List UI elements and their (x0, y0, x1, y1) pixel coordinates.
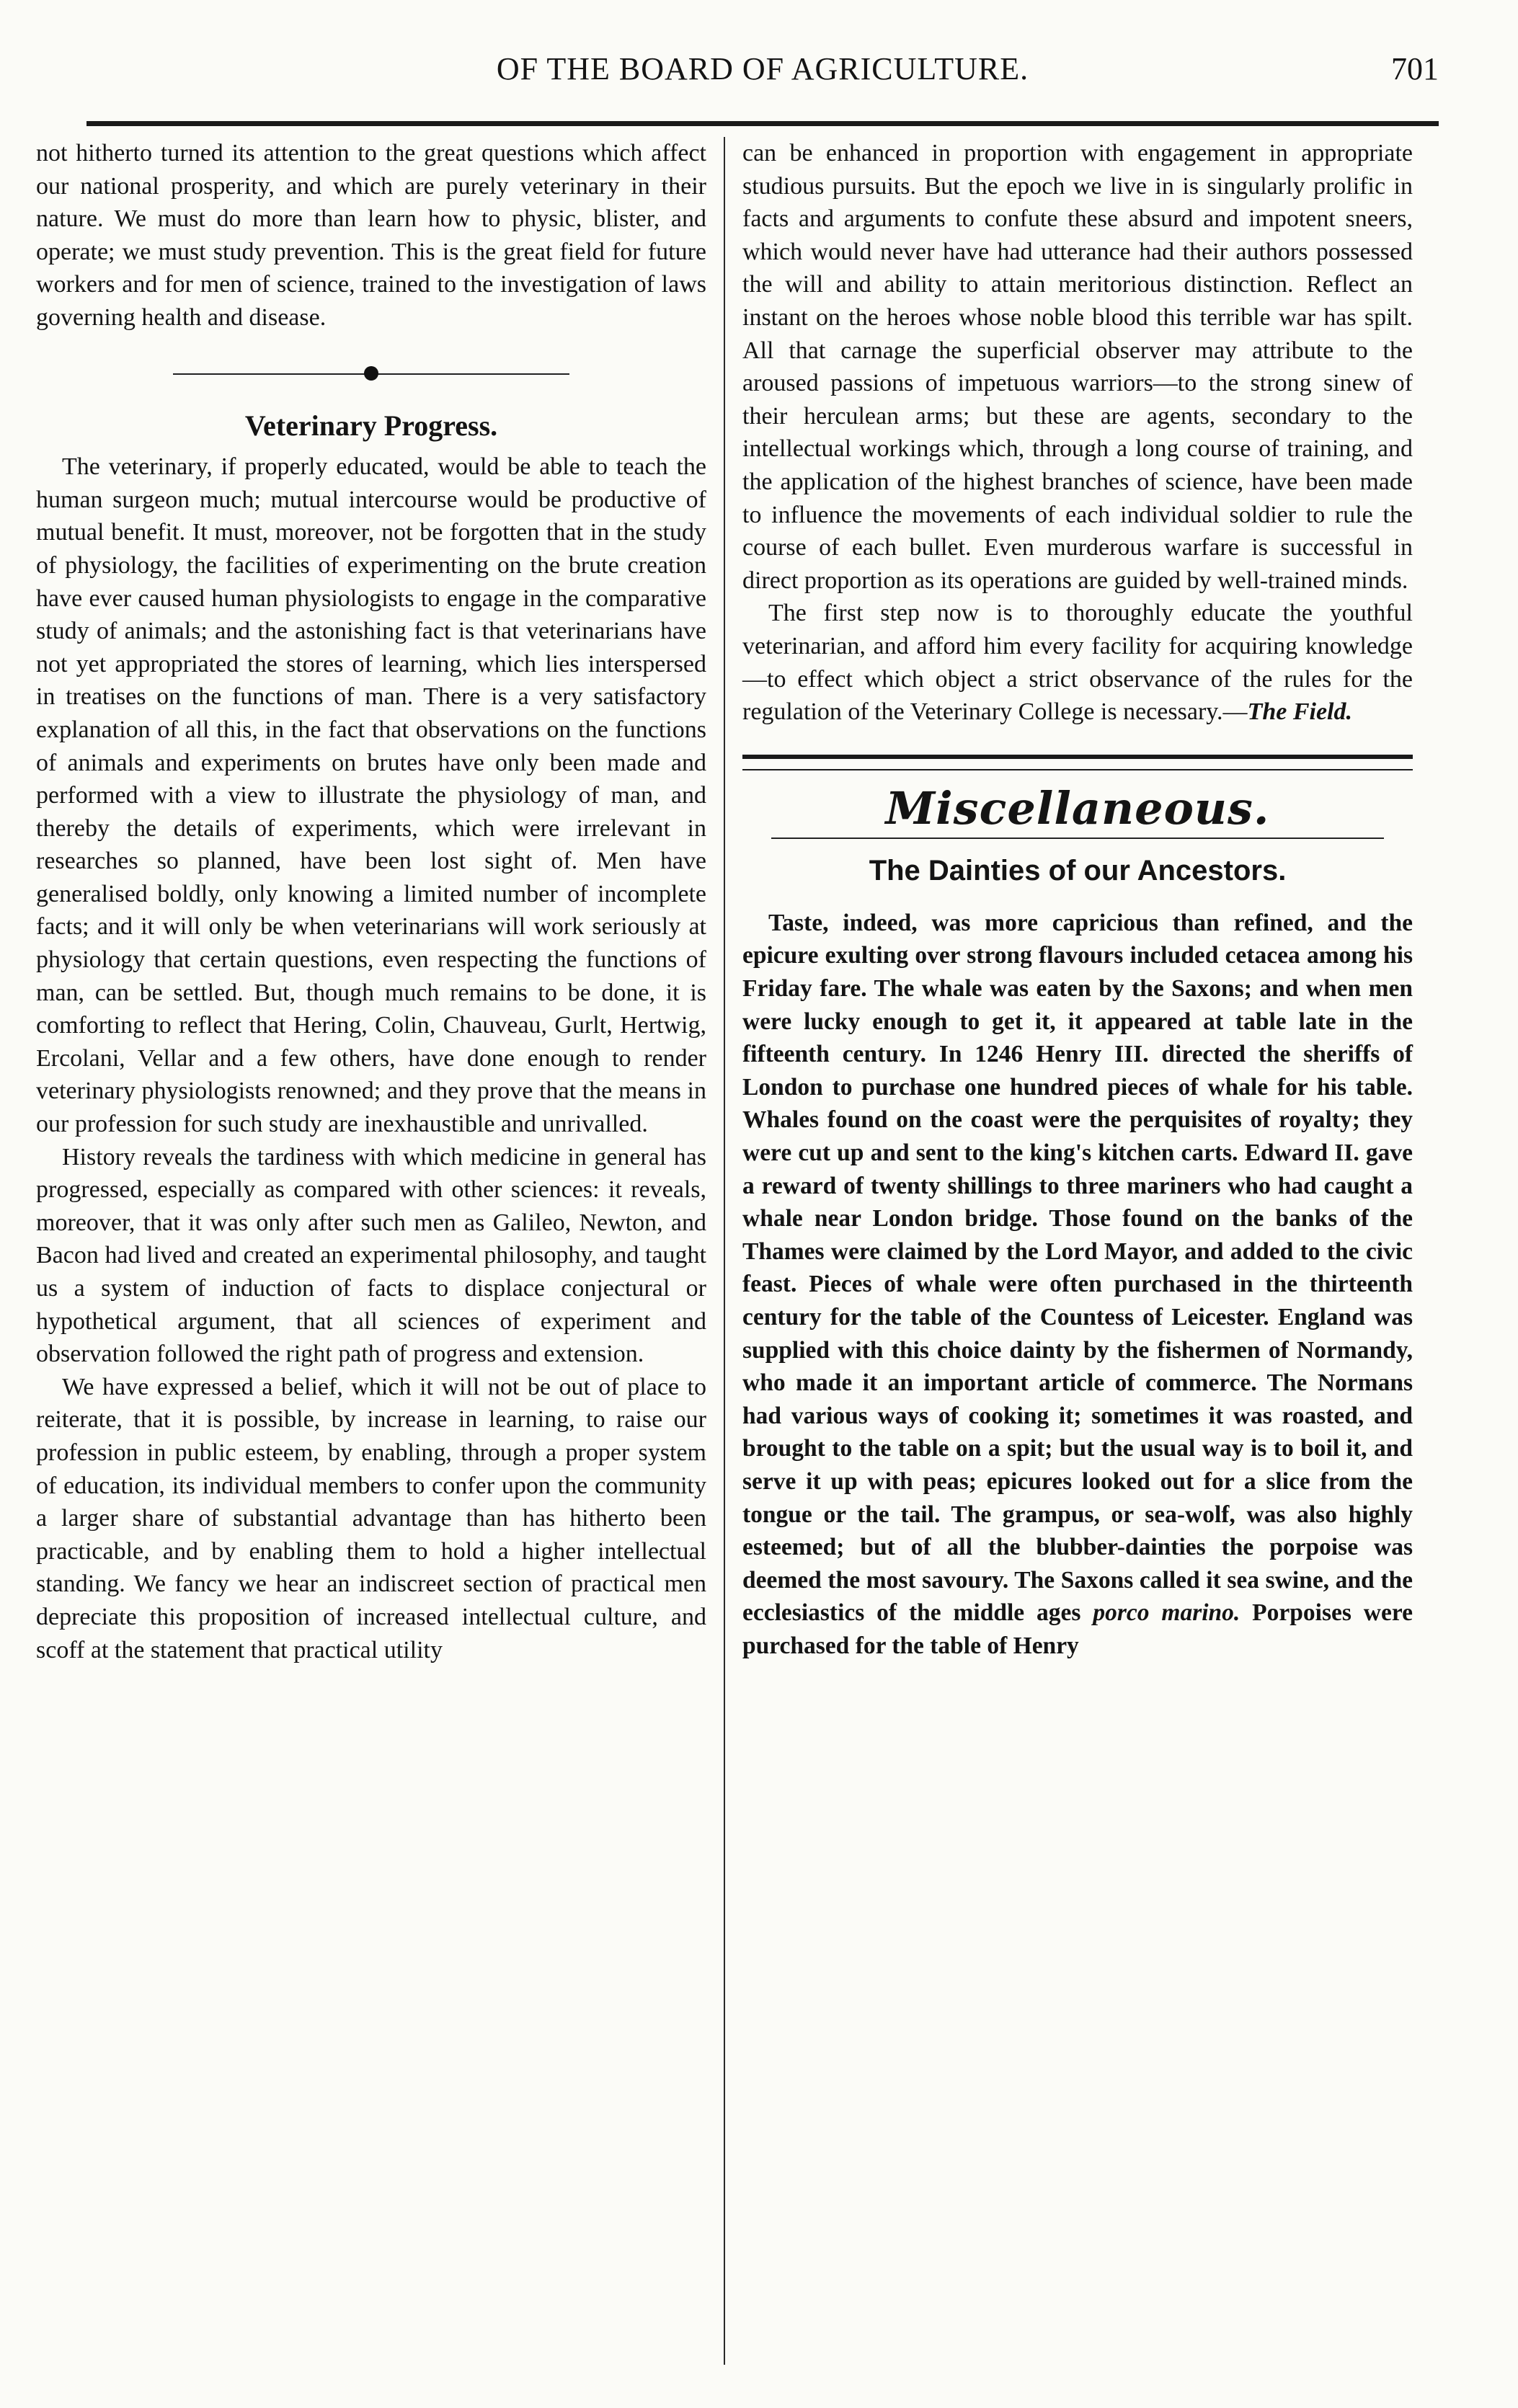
miscellaneous-heading: Miscellaneous. (885, 781, 1270, 835)
heading-rule (771, 838, 1384, 839)
column-divider (724, 137, 725, 2365)
article-title: The Dainties of our Ancestors. (869, 855, 1287, 887)
continued-paragraph: not hitherto turned its attention to the great questions which affect our national prosperity, and which are purely veterinary in their nature. We must do more than learn how to physic, blister, and operate; we must study prevention. This is the great field for future workers and for men of science, trained to the investigation of laws governing health and disease. (36, 140, 706, 331)
running-title: OF THE BOARD OF AGRICULTURE. (496, 51, 1029, 86)
article-paragraph (742, 907, 1413, 1663)
section-heading-veterinary-progress: Veterinary Progress. (244, 409, 498, 442)
italic-phrase: porco marino. (1093, 1599, 1240, 1627)
article-paragraph: We have expressed a belief, which it will not be out of place to reiterate, that it is possible, by increase in learning, to raise our profession in public esteem, by enabling, through a proper system of education, its individual members to confer upon the community a larger share of substantial advantage than has hitherto been practicable, and by enabling them to hold a higher intellectual standing. We fancy we hear an indiscreet section of practical men depreciate this proposition of increased intellectual culture, and scoff at the statement that practical utility (36, 1373, 706, 1663)
article-paragraph: History reveals the tardiness with which medicine in general has progressed, especially as compared with other sciences: it reveals, moreover, that it was only after such men as Galileo, Newton, and Bacon had lived and created an experimental philosophy, and taught us a system of induction of facts to displace conjectural or hypothetical argument, that all sciences of experiment and observation followed the right path of progress and extension. (36, 1143, 706, 1368)
page-number: 701 (1391, 51, 1439, 86)
article-paragraph: The veterinary, if properly educated, would be able to teach the human surgeon much; mutual intercourse would be productive of mutual benefit. It must, moreover, not be forgotten that in the study of physiology, the facilities of experimenting on the brute creation have ever caused human physiologists to engage in the comparative study of animals; and the astonishing fact is that veterinarians have not yet appropriated the stores of learning, which lies interspersed in treatises on the functions of man. There is a very satisfactory explanation of all this, in the fact that observations on the functions of animals and experiments on brutes have only been made and performed with a view to illustrate the physiology of man, and thereby the details of experiments, which were irrelevant in researches so planned, have been lost sight of. Men have generalised boldly, only knowing a limited number of incomplete facts; and it will only be when veterinarians will work seriously at physiology that certain questions, even respecting the functions of man, can be settled. But, though much remains to be done, it is comforting to reflect that Hering, Colin, Chauveau, Gurlt, Hertwig, Ercolani, Vellar and a few others, have done enough to render veterinary physiologists renowned; and they prove that the means in our profession for such study are inexhaustible and unrivalled. (36, 453, 706, 1138)
article-text-continued: Porpoises were purchased for the table of Henry (742, 1599, 1413, 1659)
left-column (36, 137, 706, 2358)
section-ornament (36, 349, 706, 399)
source-credit: The Field. (1247, 698, 1352, 726)
ornament-dot (364, 366, 378, 381)
paragraph-text: The first step now is to thoroughly educate the youthful veterinarian, and afford him every facility for acquiring knowledge—to effect which object a strict observance of the rules for the regulation of the Veterinary College is necessary.— (742, 600, 1413, 726)
continued-paragraph: can be enhanced in proportion with engagement in appropriate studious pursuits. But the epoch we live in is singularly prolific in facts and arguments to confute these absurd and impotent sneers, which would never have had utterance had their authors possessed the will and ability to attain meritorious distinction. Reflect an instant on the heroes whose noble blood this terrible war has spilt. All that carnage the superficial observer may attribute to the aroused passions of impetuous warriors—to the strong sinew of their herculean arms; but these are agents, secondary to the intellectual workings which, through a long course of training, and the application of the highest branches of science, have been made to influence the movements of each individual soldier to rule the course of each bullet. Even murderous warfare is successful in direct proportion as its operations are guided by well-trained minds. (742, 140, 1413, 594)
section-double-rule (742, 755, 1413, 770)
running-head (86, 50, 1439, 101)
header-rule (86, 121, 1439, 126)
article-paragraph (742, 597, 1413, 728)
article-text: Taste, indeed, was more capricious than refined, and the epicure exulting over strong flavours included cetacea among his Friday fare. The whale was eaten by the Saxons; and when men were lucky enough to get it, it appeared at table late in the fifteenth century. In 1246 Henry III. directed the sheriffs of London to purchase one hundred pieces of whale for his table. Whales found on the coast were the perquisites of royalty; they were cut up and sent to the king's kitchen carts. Edward II. gave a reward of twenty shillings to three mariners who had caught a whale near London bridge. Those found on the banks of the Thames were claimed by the Lord Mayor, and added to the civic feast. Pieces of whale were often purchased in the thirteenth century for the table of the Countess of Leicester. England was supplied with this choice dainty by the fishermen of Normandy, who made it an important article of commerce. The Normans had various ways of cooking it; sometimes it was roasted, and brought to the table on a spit; but the usual way is to boil it, and serve it up with peas; epicures looked out for a slice from the tongue or the tail. The grampus, or sea-wolf, was also highly esteemed; but of all the blubber-dainties the porpoise was deemed the most savoury. The Saxons called it sea swine, and the ecclesiastics of the middle ages (742, 909, 1413, 1627)
right-column (742, 137, 1413, 2358)
